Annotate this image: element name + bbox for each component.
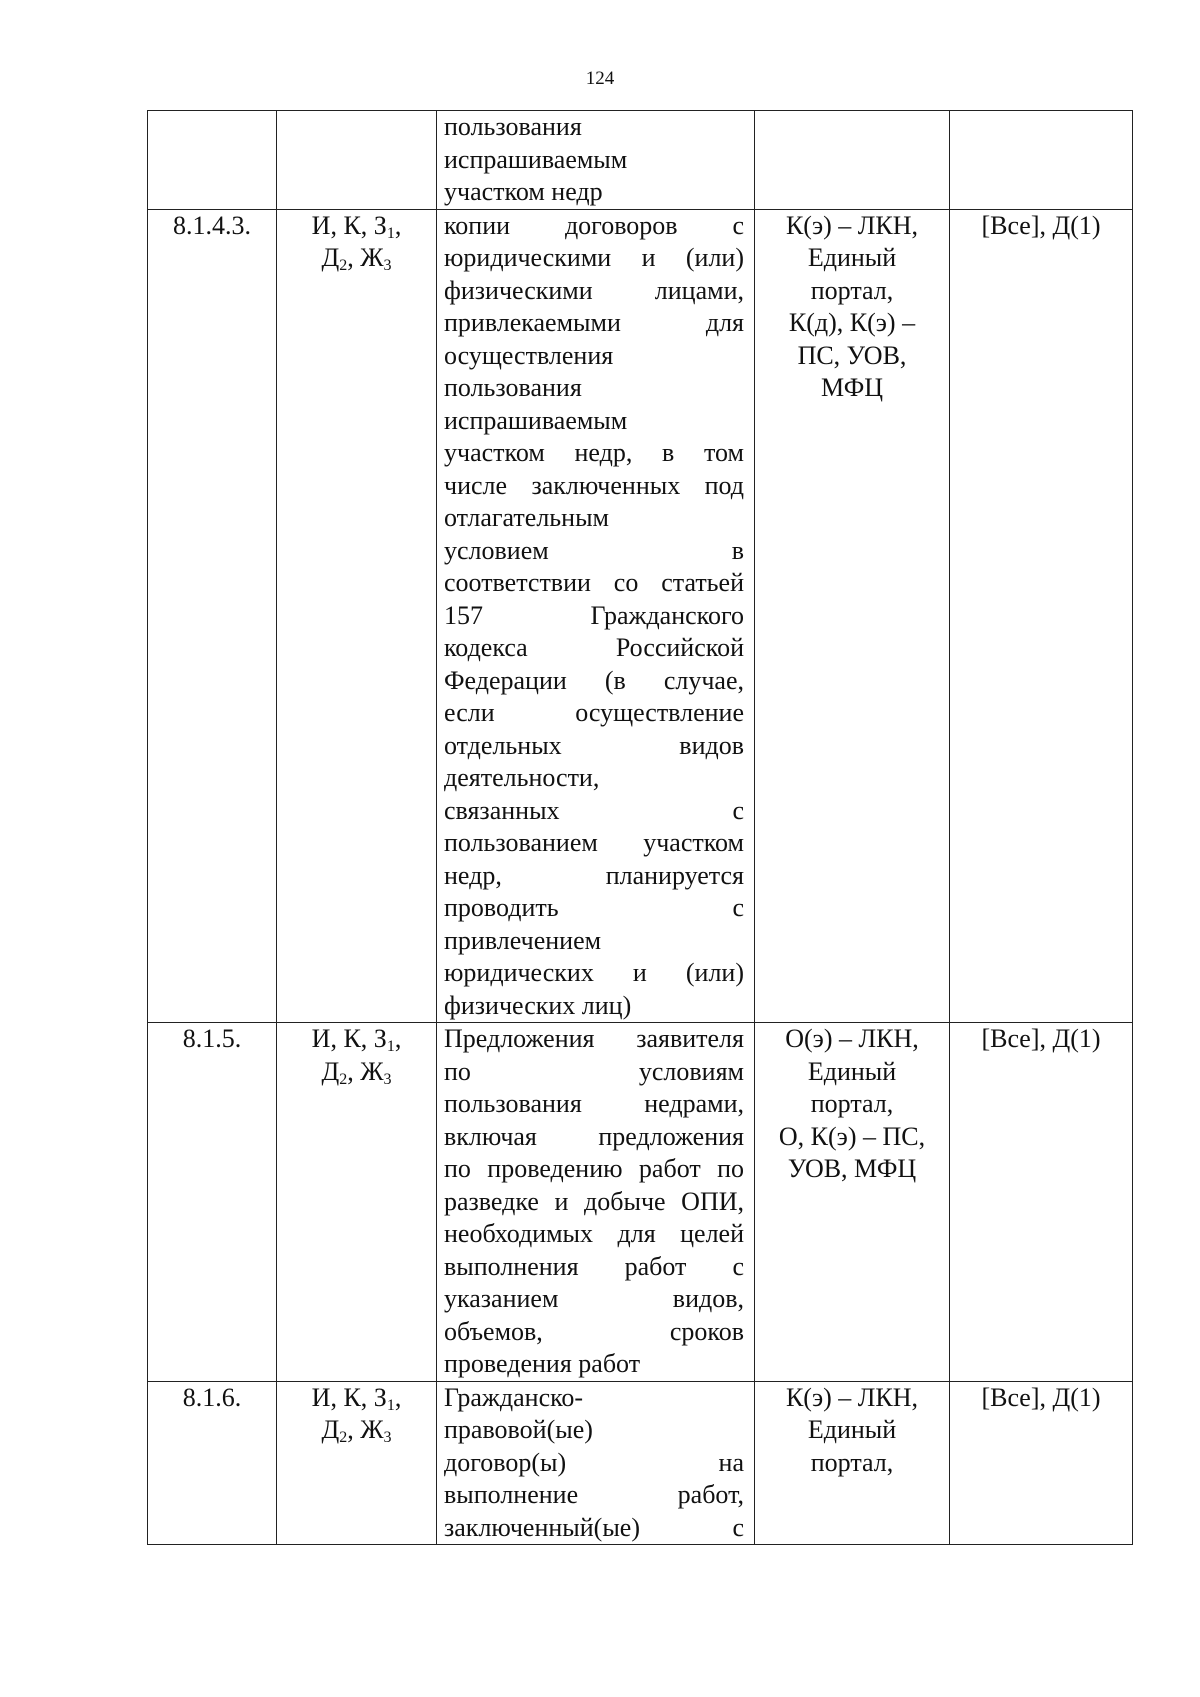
description-line: юридическими и (или) xyxy=(444,243,744,272)
item-number: 8.1.4.3. xyxy=(173,210,251,240)
description-line: выполнение работ, xyxy=(444,1480,744,1509)
description-line: кодекса Российской xyxy=(444,633,744,662)
code-subscript: 1 xyxy=(386,1396,395,1414)
description-line: выполнения работ с xyxy=(444,1251,744,1281)
description-line: Гражданско- xyxy=(444,1382,584,1412)
scope-text: [Все], Д(1) xyxy=(981,210,1101,240)
description-line: пользования xyxy=(444,112,582,141)
submission-method-line: К(д), К(э) – xyxy=(788,308,916,337)
code-subscript: 1 xyxy=(386,1038,395,1055)
description-line: правовой(ые) xyxy=(444,1415,593,1444)
description-line: соответствии со статьей xyxy=(444,568,744,597)
description-line: юридических и (или) xyxy=(444,958,744,987)
description-line: договор(ы) на xyxy=(444,1447,744,1477)
table-body xyxy=(148,111,1133,1545)
code-text: И, К, З xyxy=(311,210,387,240)
submission-method-cell xyxy=(755,1023,950,1382)
description-line: физическими лицами, xyxy=(444,275,744,305)
description-line: по проведению работ по xyxy=(444,1154,744,1183)
item-number-cell xyxy=(148,1381,277,1545)
description-line: пользования недрами, xyxy=(444,1089,744,1118)
applicant-codes-line xyxy=(277,1056,436,1089)
item-number-cell xyxy=(148,209,277,1023)
applicant-codes-cell xyxy=(277,1023,437,1382)
code-subscript: 3 xyxy=(383,1070,392,1088)
description-line: по условиям xyxy=(444,1056,744,1086)
applicant-codes-line xyxy=(277,1023,436,1056)
item-number: 8.1.5. xyxy=(182,1024,242,1053)
item-number: 8.1.6. xyxy=(182,1382,242,1412)
scope-cell xyxy=(950,1023,1133,1382)
description-line: отдельных видов xyxy=(444,730,744,760)
item-number-cell xyxy=(148,111,277,210)
description-line: испрашиваемым xyxy=(444,405,628,435)
document-description-cell xyxy=(437,209,755,1023)
code-text: , xyxy=(394,210,402,240)
submission-method-line: Единый xyxy=(807,1056,897,1086)
description-line: Предложения заявителя xyxy=(444,1024,744,1053)
description-line: необходимых для целей xyxy=(444,1219,744,1248)
table-row xyxy=(148,111,1133,210)
scope-text: [Все], Д(1) xyxy=(981,1382,1101,1412)
description-line: привлекаемыми для xyxy=(444,308,744,337)
applicant-codes-cell xyxy=(277,111,437,210)
applicant-codes-line xyxy=(277,210,436,243)
table-row xyxy=(148,1023,1133,1382)
submission-method-line: О(э) – ЛКН, xyxy=(785,1024,919,1053)
scope-cell xyxy=(950,111,1133,210)
code-text: И, К, З xyxy=(311,1024,387,1053)
code-text: Д xyxy=(321,243,340,272)
submission-method-line: портал, xyxy=(810,1447,894,1477)
code-subscript: 3 xyxy=(383,1429,392,1446)
code-text: , Ж xyxy=(347,1415,384,1444)
description-line: включая предложения xyxy=(444,1121,744,1151)
description-line: деятельности, xyxy=(444,763,600,792)
code-text: И, К, З xyxy=(311,1382,387,1412)
submission-method-cell xyxy=(755,1381,950,1545)
page-number: 124 xyxy=(585,68,615,89)
description-line: участком недр, в том xyxy=(444,438,744,467)
code-text: , Ж xyxy=(347,243,384,272)
code-text: , Ж xyxy=(347,1056,384,1086)
submission-method-line: К(э) – ЛКН, xyxy=(785,210,919,240)
code-text: Д xyxy=(321,1415,340,1444)
submission-method-line: МФЦ xyxy=(820,373,884,402)
description-line: привлечением xyxy=(444,925,602,955)
description-line: копии договоров с xyxy=(444,210,744,240)
description-line: отлагательным xyxy=(444,503,609,532)
description-line: испрашиваемым xyxy=(444,144,628,174)
table-row xyxy=(148,209,1133,1023)
document-description-cell xyxy=(437,1023,755,1382)
description-line: если осуществление xyxy=(444,698,744,727)
applicant-codes-cell xyxy=(277,1381,437,1545)
description-line: числе заключенных под xyxy=(444,470,744,500)
description-line: проведения работ xyxy=(444,1349,641,1378)
description-line: Федерации (в случае, xyxy=(444,665,744,695)
submission-method-line: О, К(э) – ПС, xyxy=(778,1121,926,1151)
requirements-table xyxy=(147,110,1133,1545)
document-description-cell xyxy=(437,111,755,210)
scope-cell xyxy=(950,209,1133,1023)
submission-method-line: Единый xyxy=(807,243,897,272)
document-description-cell xyxy=(437,1381,755,1545)
submission-method-line: ПС, УОВ, xyxy=(797,340,907,370)
description-line: недр, планируется xyxy=(444,860,744,890)
description-line: физических лиц) xyxy=(444,990,632,1020)
description-line: участком недр xyxy=(444,177,603,206)
submission-method-cell xyxy=(755,111,950,210)
code-subscript: 1 xyxy=(386,224,395,242)
scope-text: [Все], Д(1) xyxy=(981,1024,1101,1053)
description-line: разведке и добыче ОПИ, xyxy=(444,1186,744,1216)
code-subscript: 2 xyxy=(339,1070,348,1088)
table-row xyxy=(148,1381,1133,1545)
description-line: 157 Гражданского xyxy=(444,600,744,630)
applicant-codes-cell xyxy=(277,209,437,1023)
applicant-codes-line xyxy=(277,1382,436,1415)
submission-method-line: портал, xyxy=(810,275,894,305)
description-line: пользованием участком xyxy=(444,828,744,857)
submission-method-line: К(э) – ЛКН, xyxy=(785,1382,919,1412)
description-line: проводить с xyxy=(444,893,744,922)
submission-method-line: портал, xyxy=(810,1089,894,1118)
submission-method-cell xyxy=(755,209,950,1023)
description-line: пользования xyxy=(444,373,582,402)
code-text: Д xyxy=(321,1056,340,1086)
code-subscript: 3 xyxy=(383,257,392,274)
description-line: условием в xyxy=(444,535,744,565)
applicant-codes-line xyxy=(277,242,436,275)
applicant-codes-line xyxy=(277,1414,436,1447)
description-line: заключенный(ые) с xyxy=(444,1512,744,1542)
description-line: связанных с xyxy=(444,795,744,825)
description-line: указанием видов, xyxy=(444,1284,744,1313)
scope-cell xyxy=(950,1381,1133,1545)
submission-method-line: Единый xyxy=(807,1415,897,1444)
code-text: , xyxy=(394,1024,402,1053)
code-subscript: 2 xyxy=(339,257,348,274)
item-number xyxy=(148,111,276,144)
submission-method-line: УОВ, МФЦ xyxy=(787,1154,917,1183)
code-subscript: 2 xyxy=(339,1429,348,1446)
description-line: осуществления xyxy=(444,340,614,370)
item-number-cell xyxy=(148,1023,277,1382)
description-line: объемов, сроков xyxy=(444,1316,744,1346)
code-text: , xyxy=(394,1382,402,1412)
